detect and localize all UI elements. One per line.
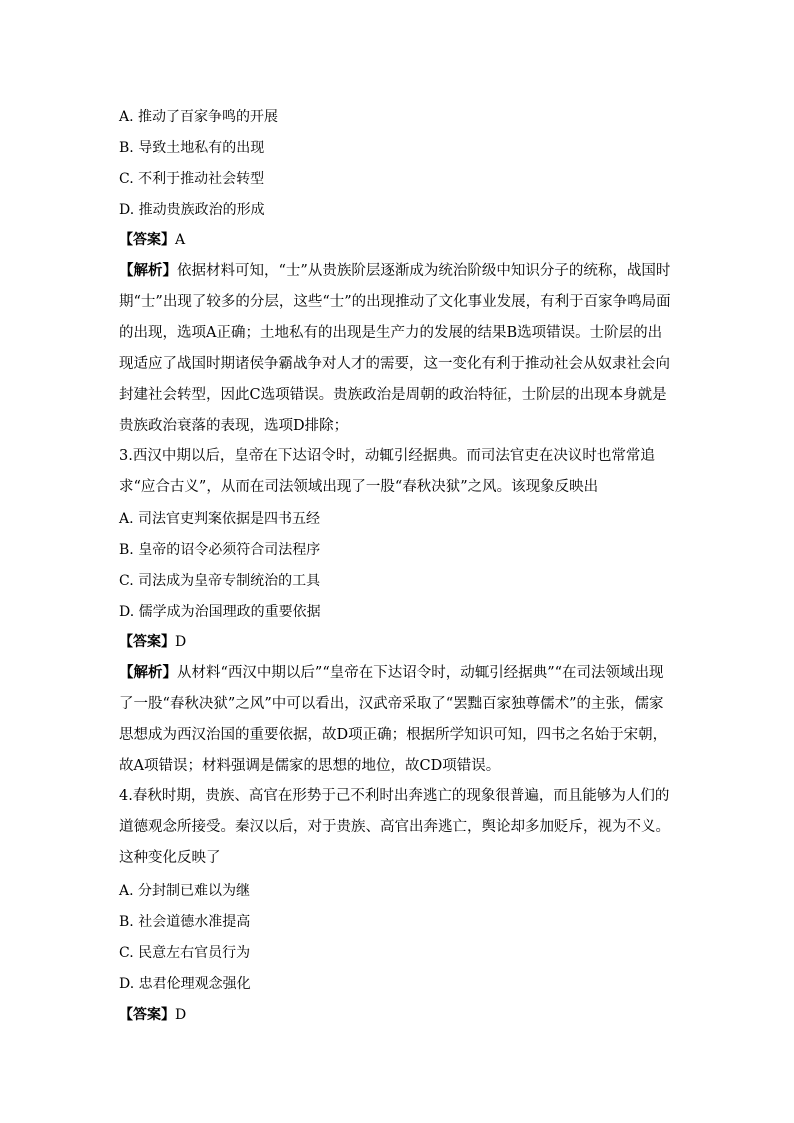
q2-option-a: A. 推动了百家争鸣的开展 (119, 109, 279, 125)
analysis-text: 从材料“西汉中期以后”“皇帝在下达诏令时，动辄引经据典”“在司法领域出现了一股“春秋决狱”之风”中可以看出，汉武帝采取了“罢黜百家独尊儒术”的主张，儒家思想成为西汉治国的重要依据，故D项正确；根据所学知识可知，四书之名始于宋朝，故A项错误；材料强调是儒家的思想的地位，故CD项错误。 (119, 665, 668, 774)
q2-option-b: B. 导致土地私有的出现 (119, 140, 265, 156)
answer-value: D (175, 1007, 187, 1023)
analysis-label: 【解析】 (119, 664, 177, 681)
q4-option-d: D. 忠君伦理观念强化 (119, 976, 251, 992)
answer-label: 【答案】 (119, 634, 175, 650)
q4-option-b: B. 社会道德水准提高 (119, 914, 251, 930)
analysis-label: 【解析】 (119, 262, 177, 279)
q4-stem: 4.春秋时期，贵族、高官在形势于己不利时出奔逃亡的现象很普遍，而且能够为人们的道德观念所接受。秦汉以后，对于贵族、高官出奔逃亡，舆论却多加贬斥，视为不义。这种变化反映了 (119, 788, 670, 866)
q4-option-c: C. 民意左右官员行为 (119, 945, 251, 961)
answer-label: 【答案】 (119, 1007, 175, 1023)
q3-option-a: A. 司法官吏判案依据是四书五经 (119, 511, 321, 527)
q2-option-c: C. 不利于推动社会转型 (119, 171, 265, 187)
q3-option-c: C. 司法成为皇帝专制统治的工具 (119, 573, 321, 589)
q3-option-d: D. 儒学成为治国理政的重要依据 (119, 604, 321, 620)
q3-analysis (119, 657, 675, 782)
q4-answer (119, 1005, 186, 1025)
answer-label: 【答案】 (119, 232, 175, 248)
q2-answer (119, 230, 185, 250)
q4-option-a: A. 分封制已难以为继 (119, 883, 251, 899)
q3-option-b: B. 皇帝的诏令必须符合司法程序 (119, 542, 321, 558)
analysis-text: 依据材料可知，“士”从贵族阶层逐渐成为统治阶级中知识分子的统称，战国时期“士”出现了较多的分层，这些“士”的出现推动了文化事业发展，有利于百家争鸣局面的出现，选项A正确；土地私有的出现是生产力的发展的结果B选项错误。士阶层的出现适应了战国时期诸侯争霸战争对人才的需要，这一变化有利于推动社会从奴隶社会向封建社会转型，因此C选项错误。贵族政治是周朝的政治特征，士阶层的出现本身就是贵族政治衰落的表现，选项D排除； (119, 263, 671, 434)
q3-answer (119, 632, 186, 652)
answer-value: A (175, 232, 186, 248)
answer-value: D (175, 634, 187, 650)
q2-analysis (119, 255, 675, 442)
q2-option-d: D. 推动贵族政治的形成 (119, 202, 265, 218)
q3-stem: 3.西汉中期以后，皇帝在下达诏令时，动辄引经据典。而司法官吏在决议时也常常追求“应合古义”，从而在司法领域出现了一股“春秋决狱”之风。该现象反映出 (119, 448, 655, 495)
